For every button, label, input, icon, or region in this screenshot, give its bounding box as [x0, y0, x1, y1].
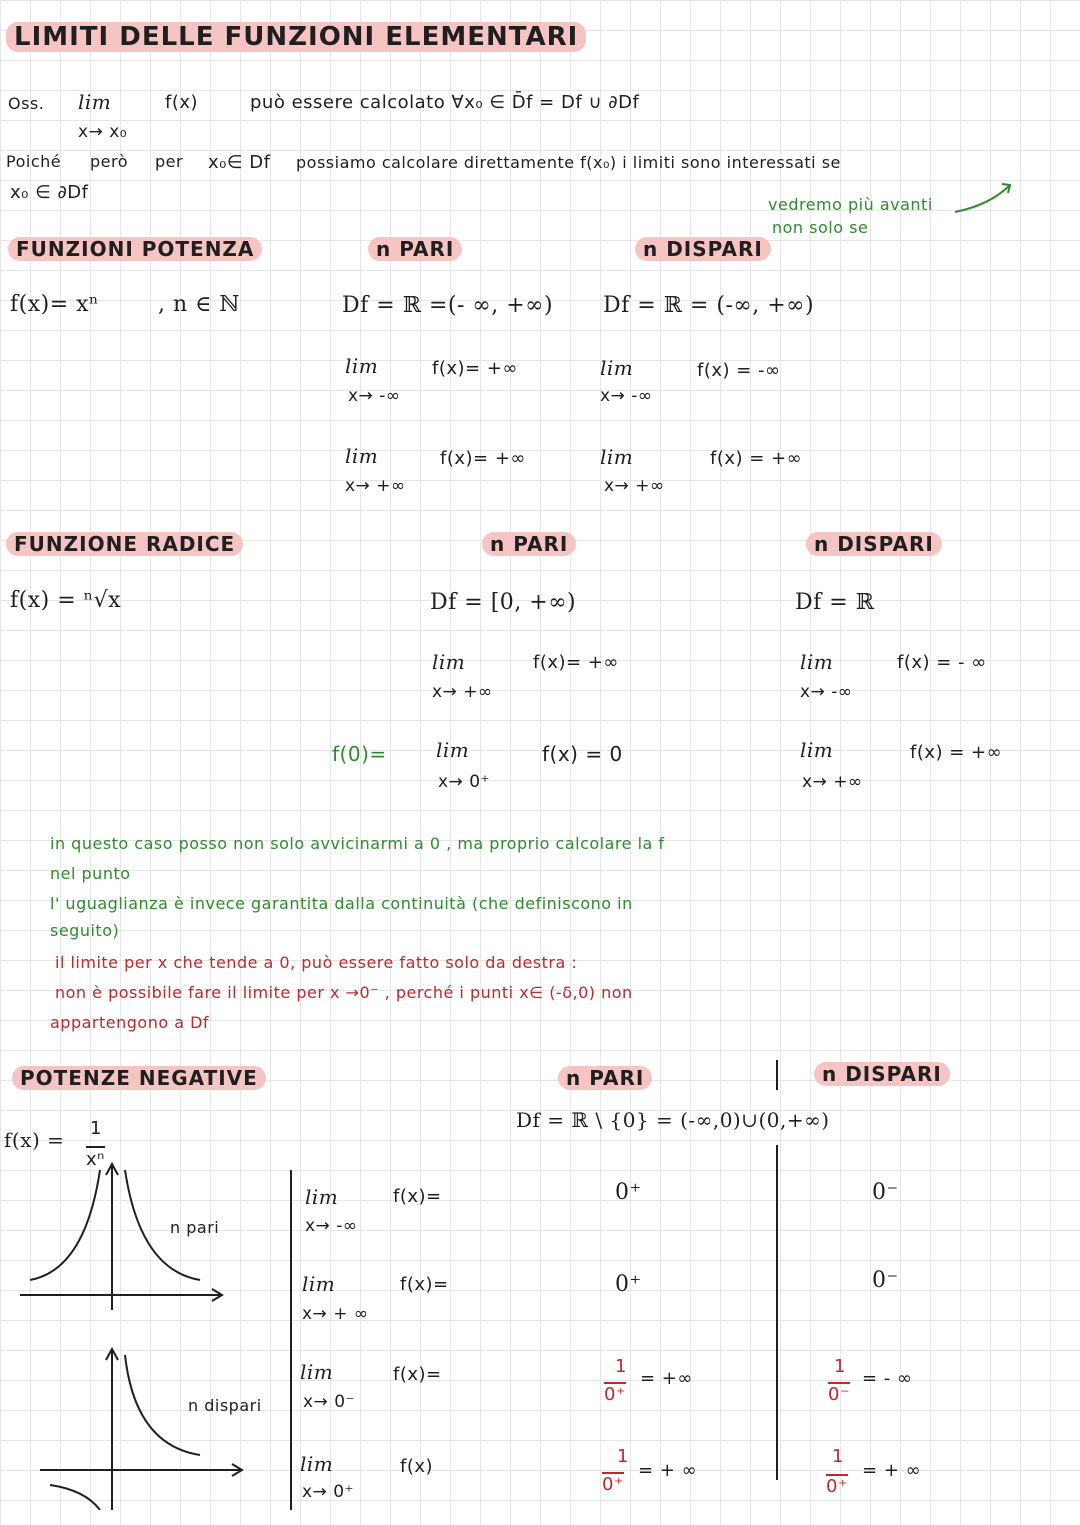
potenza-pari-val2: f(x)= +∞ [440, 448, 526, 469]
radice-dispari-val2: f(x) = +∞ [910, 742, 1003, 763]
negative-df: Df = ℝ \ {0} = (-∞,0)∪(0,+∞) [516, 1108, 830, 1132]
note-green-3: l' uguaglianza è invece garantita dalla continuità (che definiscono in [50, 894, 633, 913]
note-red-3: appartengono a Df [50, 1013, 210, 1032]
row4-pari-val: = + ∞ [638, 1460, 698, 1481]
note-green-b: non solo se [772, 218, 869, 237]
potenza-pari-lim1: lim [345, 354, 379, 378]
row4-pari-den: 0⁺ [602, 1474, 624, 1495]
radice-dispari-heading: n DISPARI [806, 532, 942, 556]
potenza-dispari-heading: n DISPARI [635, 237, 771, 261]
potenza-dispari-under2: x→ +∞ [604, 476, 665, 496]
note-green-a: vedremo più avanti [768, 195, 933, 214]
row4-dispari-val: = + ∞ [862, 1460, 922, 1481]
poiche-1b: però [90, 152, 129, 171]
potenza-pari-lim2: lim [345, 444, 379, 468]
poiche-2: x₀ ∈ ∂Df [10, 182, 89, 203]
radice-pari-val2: f(x) = 0 [542, 742, 623, 766]
negative-formula-den: xⁿ [86, 1146, 105, 1170]
row3-pari-val: = +∞ [640, 1368, 693, 1389]
note-green-1: in questo caso posso non solo avvicinarmi a 0 , ma proprio calcolare la f [50, 834, 665, 853]
note-green-2: nel punto [50, 864, 131, 883]
row4-f: f(x) [400, 1456, 434, 1477]
green-arrow-icon [0, 0, 1080, 260]
potenza-formula: f(x)= xⁿ [10, 292, 100, 317]
radice-f0: f(0)= [332, 742, 387, 766]
note-red-2: non è possibile fare il limite per x →0⁻ , perché i punti x∈ (-δ,0) non [55, 983, 633, 1002]
row1-f: f(x)= [393, 1186, 442, 1207]
divider-right [776, 1145, 778, 1480]
row1-lim: lim [305, 1185, 339, 1209]
potenza-domain: , n ∈ ℕ [158, 292, 241, 317]
row4-dispari-num: 1 [832, 1446, 844, 1467]
potenza-dispari-val1: f(x) = -∞ [697, 360, 781, 381]
radice-dispari-val1: f(x) = - ∞ [897, 652, 987, 673]
oss-label: Oss. [8, 94, 45, 113]
radice-pari-under1: x→ +∞ [432, 682, 493, 702]
radice-pari-lim1: lim [432, 650, 466, 674]
row4-lim: lim [300, 1452, 334, 1476]
potenza-dispari-lim2: lim [600, 445, 634, 469]
potenza-dispari-lim1: lim [600, 356, 634, 380]
page-title: LIMITI DELLE FUNZIONI ELEMENTARI [6, 22, 586, 52]
row3-dispari-val: = - ∞ [862, 1368, 913, 1389]
row2-dispari: 0⁻ [872, 1268, 899, 1293]
potenza-pari-val1: f(x)= +∞ [432, 358, 518, 379]
radice-pari-under2: x→ 0⁺ [438, 772, 490, 792]
radice-dispari-lim2: lim [800, 738, 834, 762]
potenza-dispari-under1: x→ -∞ [600, 386, 653, 406]
row3-pari-num: 1 [615, 1356, 627, 1377]
radice-pari-val1: f(x)= +∞ [533, 652, 619, 673]
row3-dispari-den: 0⁻ [828, 1384, 850, 1405]
note-green-4: seguito) [50, 921, 120, 940]
poiche-1c: per [155, 152, 184, 171]
oss-text: può essere calcolato ∀x₀ ∈ D̄f = Df ∪ ∂Df [250, 92, 640, 113]
potenza-pari-under2: x→ +∞ [345, 476, 406, 496]
note-red-1: il limite per x che tende a 0, può essere fatto solo da destra : [55, 953, 578, 972]
graph1-curve-left [30, 1170, 100, 1280]
radice-dispari-df: Df = ℝ [795, 590, 875, 615]
row1-dispari: 0⁻ [872, 1180, 899, 1205]
negative-pari-heading: n PARI [558, 1066, 652, 1090]
row4-under: x→ 0⁺ [302, 1482, 354, 1502]
radice-dispari-lim1: lim [800, 650, 834, 674]
potenza-pari-under1: x→ -∞ [348, 386, 401, 406]
row3-f: f(x)= [393, 1364, 442, 1385]
radice-formula: f(x) = ⁿ√x [10, 588, 122, 613]
potenza-dispari-df: Df = ℝ = (-∞, +∞) [603, 293, 815, 318]
row2-lim: lim [302, 1272, 336, 1296]
negative-heading: POTENZE NEGATIVE [12, 1066, 266, 1090]
row2-under: x→ + ∞ [302, 1304, 369, 1324]
row4-dispari-den: 0⁺ [826, 1476, 848, 1497]
poiche-1d: x₀∈ Df [208, 152, 271, 173]
row3-under: x→ 0⁻ [303, 1392, 355, 1412]
radice-heading: FUNZIONE RADICE [6, 532, 243, 556]
row2-f: f(x)= [400, 1274, 449, 1295]
oss-fx: f(x) [165, 92, 199, 113]
row1-pari: 0⁺ [615, 1180, 642, 1205]
negative-formula-num: 1 [90, 1118, 102, 1139]
radice-pari-lim2: lim [436, 738, 470, 762]
graph1-label: n pari [170, 1218, 220, 1237]
oss-lim-under: x→ x₀ [78, 122, 128, 142]
divider-heading [776, 1060, 778, 1090]
row3-dispari-num: 1 [834, 1356, 846, 1377]
row1-under: x→ -∞ [305, 1216, 358, 1236]
radice-pari-df: Df = [0, +∞) [430, 590, 577, 615]
potenza-dispari-val2: f(x) = +∞ [710, 448, 803, 469]
potenza-pari-heading: n PARI [368, 237, 462, 261]
graph2-label: n dispari [188, 1396, 262, 1415]
divider-left [290, 1170, 292, 1510]
oss-lim: lim [78, 90, 112, 114]
row3-pari-den: 0⁺ [604, 1384, 626, 1405]
potenza-pari-df: Df = ℝ =(- ∞, +∞) [342, 293, 554, 318]
poiche-1e: possiamo calcolare direttamente f(x₀) i limiti sono interessati se [296, 153, 841, 172]
graphs-svg [0, 1150, 280, 1510]
radice-dispari-under2: x→ +∞ [802, 772, 863, 792]
row3-lim: lim [300, 1360, 334, 1384]
radice-pari-heading: n PARI [482, 532, 576, 556]
negative-formula-lhs: f(x) = [4, 1128, 65, 1152]
row2-pari: 0⁺ [615, 1272, 642, 1297]
negative-dispari-heading: n DISPARI [814, 1062, 950, 1086]
potenza-heading: FUNZIONI POTENZA [8, 237, 262, 261]
poiche-1a: Poiché [6, 152, 62, 171]
graph2-curve-left [50, 1485, 100, 1510]
row4-pari-num: 1 [617, 1446, 629, 1467]
radice-dispari-under1: x→ -∞ [800, 682, 853, 702]
